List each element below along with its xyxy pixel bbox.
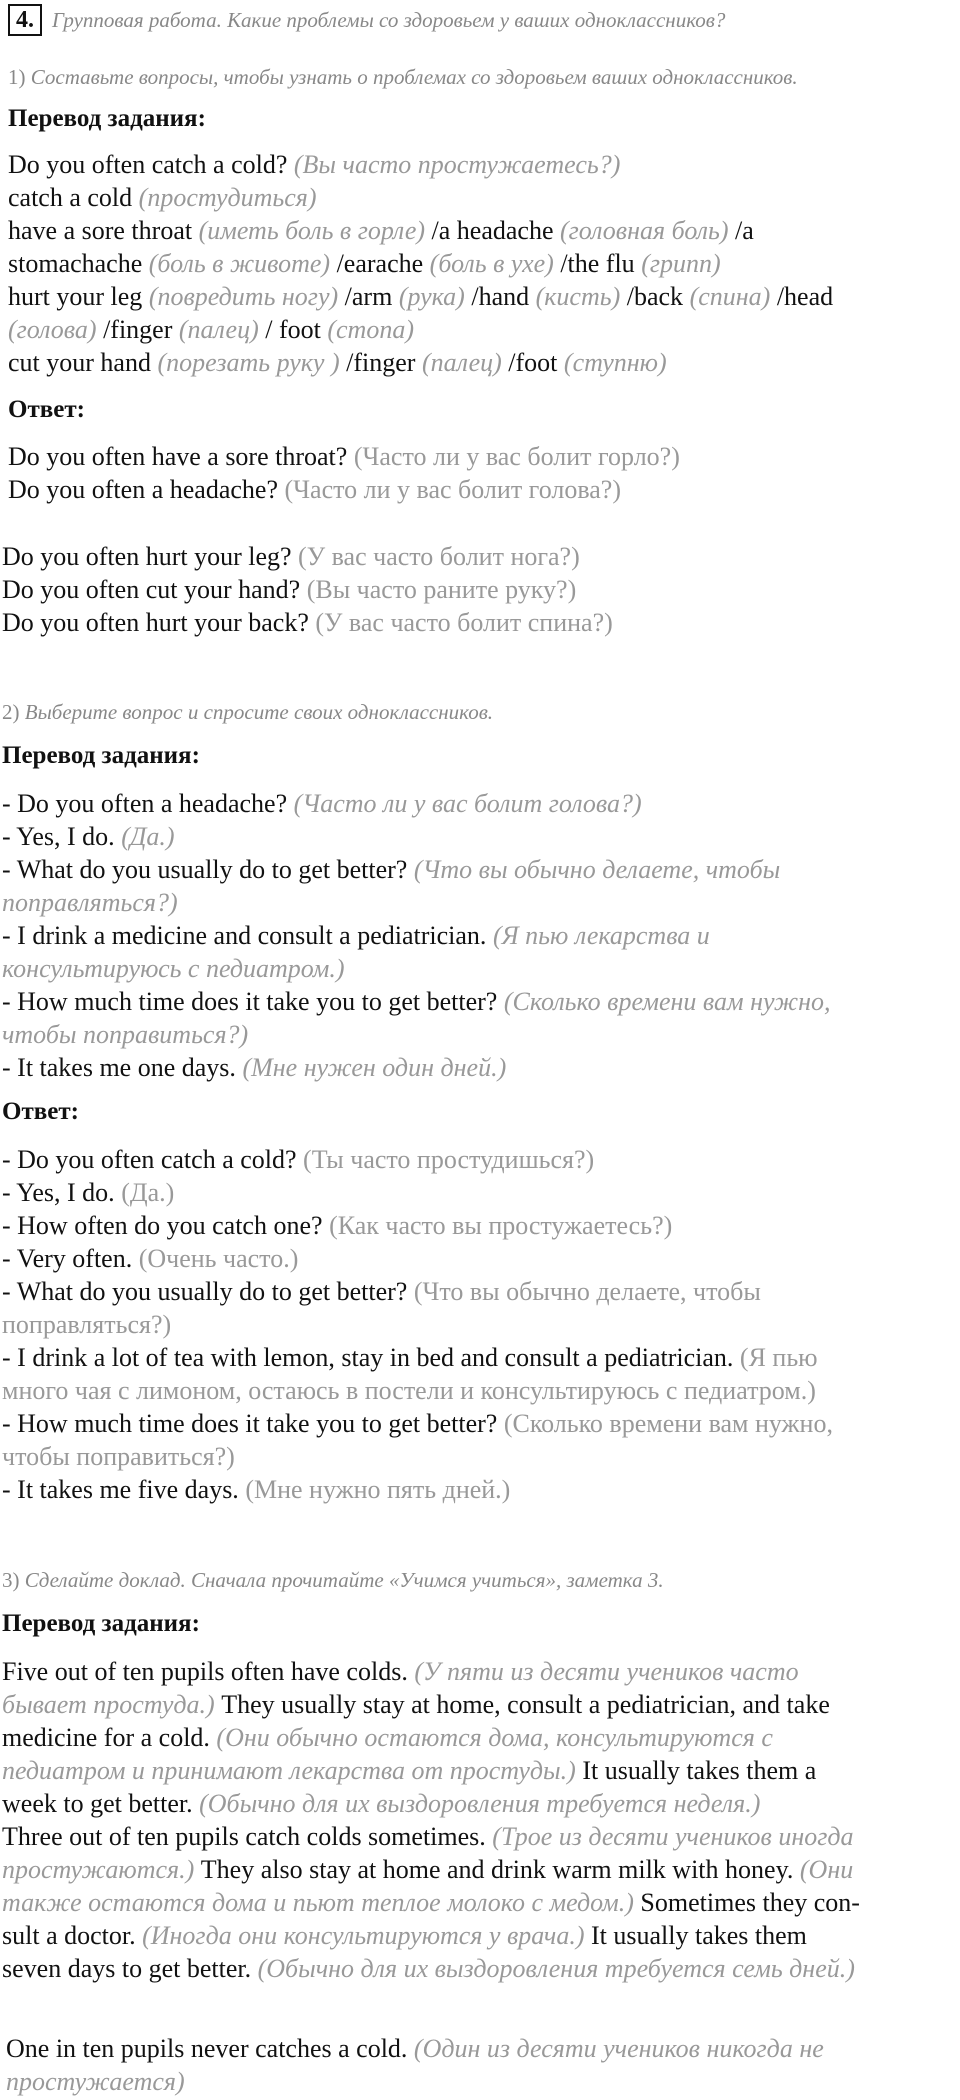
translation-text: чтобы поправиться?)	[2, 1020, 249, 1049]
translation-text: (голова)	[8, 315, 97, 344]
english-text: Do you often hurt your back?	[2, 608, 309, 637]
text-line	[8, 440, 680, 473]
text-line	[8, 214, 833, 247]
text-line	[2, 1473, 833, 1506]
english-text: One in ten pupils never catches a cold.	[6, 2034, 408, 2063]
translation-text: бывает простуда.)	[2, 1690, 215, 1719]
translation-text: (кисть)	[535, 282, 621, 311]
translation-text: (Что вы обычно делаете, чтобы	[413, 1277, 761, 1306]
section-3-task-heading: Перевод задания:	[2, 1610, 200, 1637]
section-1-answer-heading: Ответ:	[8, 396, 85, 423]
text-line	[2, 1275, 833, 1308]
translation-text: (Я пью	[739, 1343, 818, 1372]
translation-text: (Вы часто раните руку?)	[306, 575, 577, 604]
section-3-extra-lines	[6, 2032, 824, 2098]
text-line	[2, 1952, 860, 1985]
translation-text: (Трое из десяти учеников иногда	[492, 1822, 854, 1851]
translation-text: (боль в животе)	[148, 249, 331, 278]
translation-text: поправляться?)	[2, 888, 178, 917]
english-text: /earache	[336, 249, 424, 278]
translation-text: (головная боль)	[560, 216, 729, 245]
exercise-title: Групповая работа. Какие проблемы со здоровьем у ваших одноклассников?	[52, 7, 726, 32]
translation-text: (Да.)	[121, 822, 175, 851]
english-text: catch a cold	[8, 183, 133, 212]
english-text: - It takes me five days.	[2, 1475, 239, 1504]
text-line	[2, 1051, 830, 1084]
translation-text: (Они	[799, 1855, 854, 1884]
section-1-text: Составьте вопросы, чтобы узнать о проблемах со здоровьем ваших одноклассников.	[30, 65, 798, 89]
english-text: / foot	[265, 315, 321, 344]
english-text: - How much time does it take you to get better?	[2, 987, 498, 1016]
translation-text: (рука)	[398, 282, 465, 311]
text-line	[2, 853, 830, 886]
translation-text: (Мне нужно пять дней.)	[245, 1475, 511, 1504]
english-text: Do you often a headache?	[8, 475, 278, 504]
translation-text: простужается)	[6, 2067, 185, 2096]
text-line	[2, 1308, 833, 1341]
text-line	[2, 1919, 860, 1952]
translation-text: (Очень часто.)	[138, 1244, 299, 1273]
translation-text: (Часто ли у вас болит голова?)	[293, 789, 642, 818]
translation-text: чтобы поправиться?)	[2, 1442, 235, 1471]
text-line	[2, 540, 613, 573]
text-line	[8, 280, 833, 313]
translation-text: также остаются дома и пьют теплое молоко с медом.)	[2, 1888, 634, 1917]
text-line	[2, 1374, 833, 1407]
translation-text: (палец)	[178, 315, 259, 344]
english-text: - I drink a lot of tea with lemon, stay in bed and consult a pediatrician.	[2, 1343, 734, 1372]
english-text: They usually stay at home, consult a pediatrician, and take	[221, 1690, 830, 1719]
text-line	[2, 1787, 860, 1820]
english-text: Do you often hurt your leg?	[2, 542, 292, 571]
section-3-text: Сделайте доклад. Сначала прочитайте «Учимся учиться», заметка 3.	[24, 1568, 664, 1592]
english-text: It usually takes them a	[582, 1756, 817, 1785]
text-line	[2, 1341, 833, 1374]
text-line	[2, 1655, 860, 1688]
english-text: - What do you usually do to get better?	[2, 1277, 408, 1306]
translation-text: (Часто ли у вас болит горло?)	[353, 442, 680, 471]
english-text: medicine for a cold.	[2, 1723, 210, 1752]
english-text: seven days to get better.	[2, 1954, 252, 1983]
section-1-task-lines	[8, 148, 833, 379]
text-line	[8, 247, 833, 280]
english-text: - Very often.	[2, 1244, 133, 1273]
text-line	[2, 1853, 860, 1886]
english-text: sult a doctor.	[2, 1921, 136, 1950]
translation-text: (палец)	[421, 348, 502, 377]
translation-text: (Обычно для их выздоровления требуется семь дней.)	[257, 1954, 855, 1983]
text-line	[2, 952, 830, 985]
text-line	[8, 313, 833, 346]
translation-text: (стопа)	[327, 315, 414, 344]
section-2-text: Выберите вопрос и спросите своих одноклассников.	[24, 700, 494, 724]
section-2-number: 2)	[2, 700, 20, 724]
english-text: /head	[776, 282, 834, 311]
section-2-task-heading: Перевод задания:	[2, 742, 200, 769]
translation-text: (спина)	[689, 282, 771, 311]
translation-text: простужаются.)	[2, 1855, 195, 1884]
english-text: /a	[735, 216, 754, 245]
section-3-task-lines	[2, 1655, 860, 1985]
translation-text: (У пяти из десяти учеников часто	[414, 1657, 799, 1686]
text-line	[2, 1018, 830, 1051]
english-text: Three out of ten pupils catch colds sometimes.	[2, 1822, 486, 1851]
exercise-header	[8, 4, 725, 36]
section-2-task-lines	[2, 787, 830, 1084]
english-text: /finger	[103, 315, 173, 344]
english-text: - Do you often catch a cold?	[2, 1145, 297, 1174]
english-text: /finger	[346, 348, 416, 377]
translation-text: (Что вы обычно делаете, чтобы	[413, 855, 781, 884]
translation-text: поправляться?)	[2, 1310, 172, 1339]
english-text: Do you often cut your hand?	[2, 575, 301, 604]
translation-text: (Иногда они консультируются у врача.)	[142, 1921, 585, 1950]
text-line	[2, 820, 830, 853]
english-text: /back	[626, 282, 684, 311]
section-1-task-heading: Перевод задания:	[8, 105, 206, 132]
english-text: Do you often have a sore throat?	[8, 442, 348, 471]
text-line	[2, 1721, 860, 1754]
translation-text: (У вас часто болит нога?)	[298, 542, 580, 571]
section-1-answer-lines	[8, 440, 680, 506]
english-text: /a headache	[431, 216, 554, 245]
translation-text: (Один из десяти учеников никогда не	[413, 2034, 824, 2063]
text-line	[8, 148, 833, 181]
translation-text: (боль в ухе)	[429, 249, 554, 278]
translation-text: много чая с лимоном, остаюсь в постели и консультируюсь с педиатром.)	[2, 1376, 816, 1405]
translation-text: (У вас часто болит спина?)	[315, 608, 613, 637]
english-text: It usually takes them	[590, 1921, 807, 1950]
translation-text: (Да.)	[121, 1178, 175, 1207]
english-text: /arm	[344, 282, 393, 311]
text-line	[2, 1407, 833, 1440]
text-line	[2, 985, 830, 1018]
section-2-title	[2, 700, 493, 725]
english-text: Sometimes they con-	[640, 1888, 860, 1917]
text-line	[8, 473, 680, 506]
english-text: stomachache	[8, 249, 143, 278]
text-line	[2, 1886, 860, 1919]
translation-text: (Ты часто простудишься?)	[303, 1145, 595, 1174]
section-1-number: 1)	[8, 65, 26, 89]
translation-text: (Часто ли у вас болит голова?)	[284, 475, 621, 504]
section-3-number: 3)	[2, 1568, 20, 1592]
english-text: week to get better.	[2, 1789, 193, 1818]
english-text: They also stay at home and drink warm milk with honey.	[200, 1855, 794, 1884]
text-line	[8, 181, 833, 214]
translation-text: педиатром и принимают лекарства от простуды.)	[2, 1756, 576, 1785]
section-1-extra-lines	[2, 540, 613, 639]
english-text: - What do you usually do to get better?	[2, 855, 408, 884]
translation-text: (повредить ногу)	[148, 282, 339, 311]
section-1-title	[8, 65, 798, 90]
translation-text: (простудиться)	[138, 183, 317, 212]
text-line	[2, 1688, 860, 1721]
translation-text: (Они обычно остаются дома, консультируются с	[216, 1723, 773, 1752]
english-text: hurt your leg	[8, 282, 143, 311]
english-text: - How much time does it take you to get better?	[2, 1409, 498, 1438]
english-text: - Do you often a headache?	[2, 789, 288, 818]
text-line	[2, 1754, 860, 1787]
section-2-answer-heading: Ответ:	[2, 1098, 79, 1125]
english-text: Do you often catch a cold?	[8, 150, 288, 179]
english-text: - How often do you catch one?	[2, 1211, 323, 1240]
text-line	[2, 1176, 833, 1209]
translation-text: (Сколько времени вам нужно,	[503, 1409, 833, 1438]
text-line	[2, 606, 613, 639]
text-line	[8, 346, 833, 379]
english-text: /foot	[508, 348, 558, 377]
translation-text: (грипп)	[641, 249, 721, 278]
english-text: Five out of ten pupils often have colds.	[2, 1657, 408, 1686]
text-line	[6, 2032, 824, 2065]
translation-text: (Как часто вы простужаетесь?)	[329, 1211, 673, 1240]
text-line	[2, 919, 830, 952]
translation-text: (Мне нужен один дней.)	[242, 1053, 507, 1082]
english-text: cut your hand	[8, 348, 151, 377]
text-line	[2, 787, 830, 820]
english-text: - I drink a medicine and consult a pediatrician.	[2, 921, 487, 950]
translation-text: (иметь боль в горле)	[198, 216, 426, 245]
translation-text: (Обычно для их выздоровления требуется неделя.)	[199, 1789, 761, 1818]
translation-text: (Вы часто простужаетесь?)	[293, 150, 621, 179]
text-line	[2, 886, 830, 919]
text-line	[2, 1242, 833, 1275]
english-text: - It takes me one days.	[2, 1053, 236, 1082]
english-text: have a sore throat	[8, 216, 193, 245]
exercise-number: 4.	[8, 4, 42, 36]
text-line	[2, 1143, 833, 1176]
english-text: /hand	[471, 282, 530, 311]
text-line	[2, 573, 613, 606]
english-text: - Yes, I do.	[2, 1178, 115, 1207]
text-line	[2, 1440, 833, 1473]
translation-text: (Сколько времени вам нужно,	[503, 987, 831, 1016]
translation-text: консультируюсь с педиатром.)	[2, 954, 345, 983]
text-line	[2, 1209, 833, 1242]
text-line	[2, 1820, 860, 1853]
translation-text: (порезать руку )	[157, 348, 340, 377]
translation-text: (ступню)	[563, 348, 667, 377]
text-line	[6, 2065, 824, 2098]
english-text: /the flu	[560, 249, 635, 278]
english-text: - Yes, I do.	[2, 822, 115, 851]
translation-text: (Я пью лекарства и	[492, 921, 710, 950]
section-2-answer-lines	[2, 1143, 833, 1506]
section-3-title	[2, 1568, 664, 1593]
